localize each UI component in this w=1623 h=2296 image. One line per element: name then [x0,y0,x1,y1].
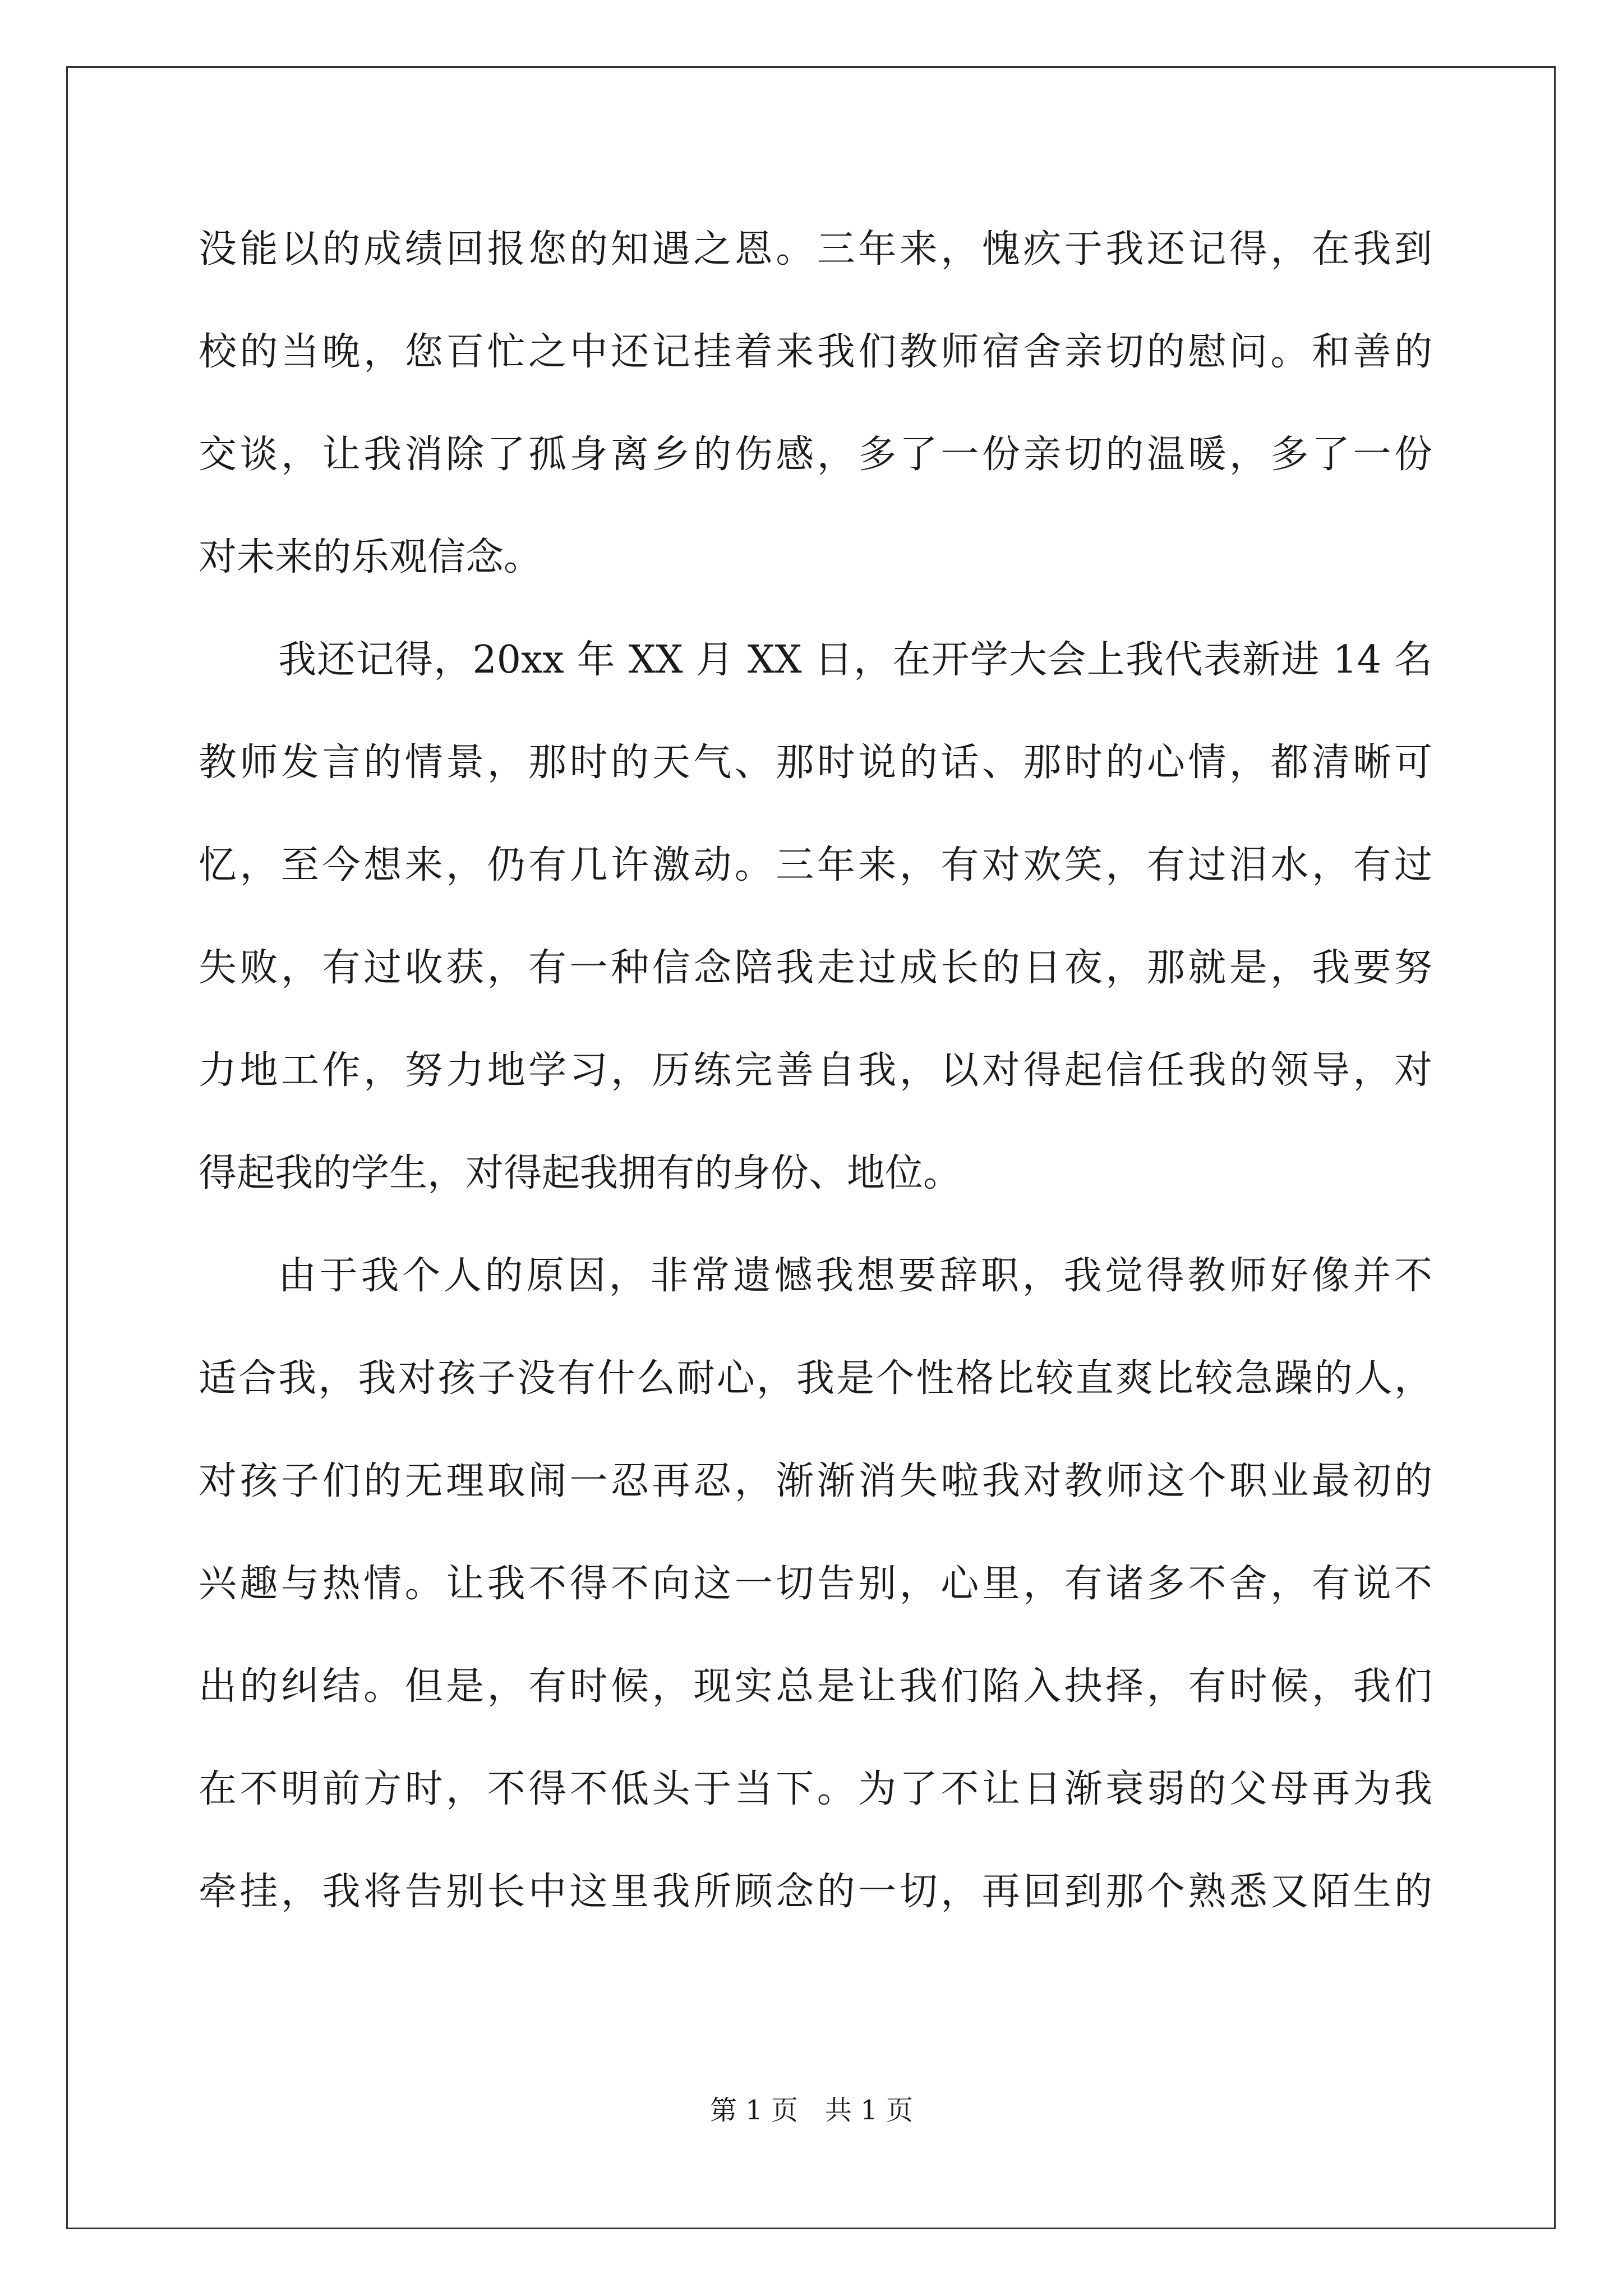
paragraph-3-line-3: 对孩子们的无理取闹一忍再忍，渐渐消失啦我对教师这个职业最初的 [199,1459,1432,1503]
paragraph-3-line-7: 牵挂，我将告别长中这里我所顾念的一切，再回到那个熟悉又陌生的 [199,1870,1432,1914]
paragraph-2-line-4: 失败，有过收获，有一种信念陪我走过成长的日夜，那就是，我要努 [199,946,1432,990]
paragraph-1-line-1: 没能以的成绩回报您的知遇之恩。三年来，愧疚于我还记得，在我到 [199,227,1432,272]
paragraph-2-line-3: 忆，至今想来，仍有几许激动。三年来，有对欢笑，有过泪水，有过 [199,843,1432,887]
paragraph-3-line-4: 兴趣与热情。让我不得不向这一切告别，心里，有诸多不舍，有说不 [199,1562,1432,1606]
paragraph-1-line-4: 对未来的乐观信念。 [199,535,542,579]
page-footer: 第 1 页 共 1 页 [709,2095,914,2126]
paragraph-3-line-6: 在不明前方时，不得不低头于当下。为了不让日渐衰弱的父母再为我 [199,1767,1432,1811]
paragraph-3-line-5: 出的纠结。但是，有时候，现实总是让我们陷入抉择，有时候，我们 [199,1664,1432,1709]
paragraph-3-line-2: 适合我，我对孩子没有什么耐心，我是个性格比较直爽比较急躁的人， [199,1356,1432,1401]
paragraph-2-line-5: 力地工作，努力地学习，历练完善自我，以对得起信任我的领导，对 [199,1048,1432,1093]
paragraph-2-line-1: 我还记得，20xx 年 XX 月 XX 日，在开学大会上我代表新进 14 名 [278,638,1432,682]
paragraph-2-line-2: 教师发言的情景，那时的天气、那时说的话、那时的心情，都清晰可 [199,740,1432,785]
paragraph-1-line-2: 校的当晚，您百忙之中还记挂着来我们教师宿舍亲切的慰问。和善的 [199,330,1432,374]
paragraph-3-line-1: 由于我个人的原因，非常遗憾我想要辞职，我觉得教师好像并不 [278,1254,1432,1298]
paragraph-1-line-3: 交谈，让我消除了孤身离乡的伤感，多了一份亲切的温暖，多了一份 [199,432,1432,477]
paragraph-2-line-6: 得起我的学生，对得起我拥有的身份、地位。 [199,1151,962,1195]
